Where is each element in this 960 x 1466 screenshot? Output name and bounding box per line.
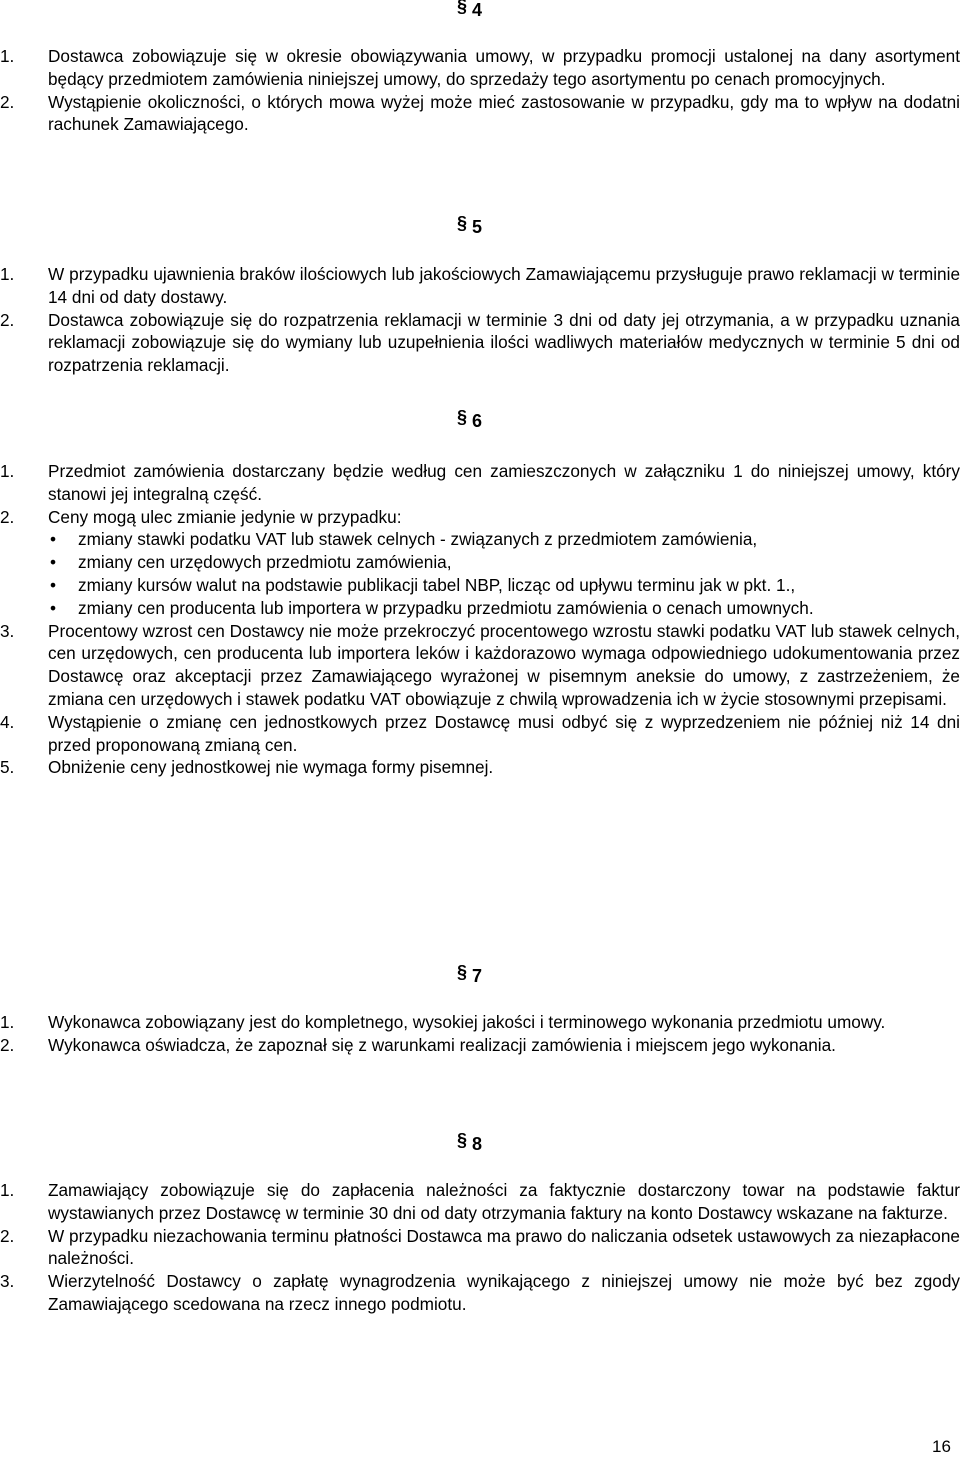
section-6: [0, 407, 960, 778]
bullet-item: [0, 551, 960, 574]
item-text: Zamawiający zobowiązuje się do zapłacenia należności za faktycznie dostarczony towar na podstawie faktur wystawianych przez Dostawcę w terminie 30 dni od daty otrzymania faktury na konto Dostawcy wskazane na fakturze.: [48, 1180, 960, 1223]
section-symbol: §: [457, 213, 468, 233]
bullet-text: zmiany stawki podatku VAT lub stawek celnych - związanych z przedmiotem zamówienia,: [78, 529, 758, 550]
bullet-item: [0, 574, 960, 597]
item-number: 4.: [0, 711, 15, 732]
item-number: 2.: [0, 1225, 15, 1246]
section-symbol: §: [457, 1130, 468, 1150]
bullet-list: [0, 528, 960, 619]
list-item: [0, 1179, 960, 1225]
bullet-text: zmiany kursów walut na podstawie publikacji tabel NBP, licząc od upływu terminu jak w pkt. 1.,: [78, 574, 796, 595]
bullet-item: [0, 597, 960, 620]
item-text: Wykonawca oświadcza, że zapoznał się z warunkami realizacji zamówienia i miejscem jego wykonania.: [48, 1034, 836, 1055]
list-item: [0, 756, 960, 779]
item-number: 1.: [0, 1012, 15, 1032]
item-text: Obniżenie ceny jednostkowej nie wymaga formy pisemnej.: [48, 757, 494, 778]
list-item: [0, 263, 960, 309]
item-text: Ceny mogą ulec zmianie jedynie w przypadku:: [48, 506, 402, 527]
bullet-text: zmiany cen urzędowych przedmiotu zamówienia,: [78, 552, 452, 573]
item-text: W przypadku ujawnienia braków ilościowych lub jakościowych Zamawiającemu przysługuje prawo reklamacji w terminie 14 dni od daty dostawy.: [48, 264, 960, 307]
item-number: 1.: [0, 264, 15, 284]
section-number: 5: [472, 217, 483, 237]
item-number: 3.: [0, 620, 15, 641]
section-number: 8: [472, 1134, 483, 1154]
list-item: [0, 506, 960, 529]
bullet-item: [0, 528, 960, 551]
list-item: [0, 1034, 960, 1057]
item-text: Procentowy wzrost cen Dostawcy nie może przekroczyć procentowego wzrostu stawki podatku VAT lub stawek celnych, cen urzędowych, cen producenta lub importera leków i każdorazowo wymaga odpowiedniego udokumentowania przez Dostawcę oraz akceptacji przez Zamawiającego wyrażonej w pisemnym aneksie do umowy, z zastrzeżeniem, że zmiana cen urzędowych i stawek podatku VAT obowiązuje z chwilą wprowadzenia ich w życie stosownymi przepisami.: [48, 620, 960, 709]
list-item: [0, 309, 960, 377]
item-number: 1.: [0, 1180, 15, 1200]
list-item: [0, 45, 960, 91]
section-heading: [0, 1130, 960, 1155]
list-item: [0, 460, 960, 506]
section-number: 6: [472, 411, 483, 431]
section-symbol: §: [457, 962, 468, 982]
bullet-icon: •: [50, 597, 57, 618]
section-symbol: §: [457, 0, 468, 16]
item-text: Dostawca zobowiązuje się w okresie obowiązywania umowy, w przypadku promocji ustalonej na dany asortyment będący przedmiotem zamówienia niniejszej umowy, do sprzedaży tego asortymentu po cenach promocyjnych.: [48, 46, 960, 89]
section-number: 7: [472, 966, 483, 986]
section-heading: [0, 213, 960, 238]
bullet-text: zmiany cen producenta lub importera w przypadku przedmiotu zamówienia o cenach umownych.: [78, 597, 814, 618]
item-text: Wierzytelność Dostawcy o zapłatę wynagrodzenia wynikającego z niniejszej umowy nie może być bez zgody Zamawiającego scedowana na rzecz innego podmiotu.: [48, 1271, 960, 1314]
item-text: W przypadku niezachowania terminu płatności Dostawca ma prawo do naliczania odsetek ustawowych za niezapłacone należności.: [48, 1225, 960, 1269]
section-4: [0, 0, 960, 135]
page-number: 16: [932, 1437, 951, 1456]
bullet-icon: •: [50, 529, 57, 550]
section-number: 4: [472, 0, 483, 20]
item-text: Przedmiot zamówienia dostarczany będzie według cen zamieszczonych w załączniku 1 do niniejszej umowy, który stanowi jej integralną część.: [48, 461, 960, 504]
section-5: [0, 213, 960, 376]
item-number: 2.: [0, 1034, 15, 1055]
section-symbol: §: [457, 407, 468, 427]
bullet-icon: •: [50, 552, 57, 573]
section-7: [0, 962, 960, 1055]
item-number: 2.: [0, 506, 15, 527]
item-number: 2.: [0, 309, 15, 330]
bullet-icon: •: [50, 574, 57, 595]
section-8: [0, 1130, 960, 1314]
item-text: Wystąpienie o zmianę cen jednostkowych przez Dostawcę musi odbyć się z wyprzedzeniem nie później niż 14 dni przed proponowaną zmianą cen.: [48, 711, 960, 755]
section-heading: [0, 0, 960, 21]
list-item: [0, 91, 960, 137]
item-number: 2.: [0, 91, 15, 112]
item-number: 1.: [0, 46, 15, 66]
list-item: [0, 1011, 960, 1034]
item-text: Wykonawca zobowiązany jest do kompletnego, wysokiej jakości i terminowego wykonania przedmiotu umowy.: [48, 1012, 886, 1032]
section-heading: [0, 962, 960, 987]
list-item: [0, 1225, 960, 1271]
item-text: Dostawca zobowiązuje się do rozpatrzenia reklamacji w terminie 3 dni od daty jej otrzymania, a w przypadku uznania reklamacji zobowiązuje się do wymiany lub uzupełnienia ilości wadliwych materiałów medycznych w terminie 5 dni od rozpatrzenia reklamacji.: [48, 309, 960, 376]
section-heading: [0, 407, 960, 432]
item-text: Wystąpienie okoliczności, o których mowa wyżej może mieć zastosowanie w przypadku, gdy ma to wpływ na dodatni rachunek Zamawiającego.: [48, 91, 960, 135]
item-number: 3.: [0, 1271, 15, 1292]
list-item: [0, 1270, 960, 1316]
item-number: 5.: [0, 757, 15, 778]
list-item: [0, 711, 960, 757]
item-number: 1.: [0, 461, 15, 481]
list-item: [0, 620, 960, 711]
